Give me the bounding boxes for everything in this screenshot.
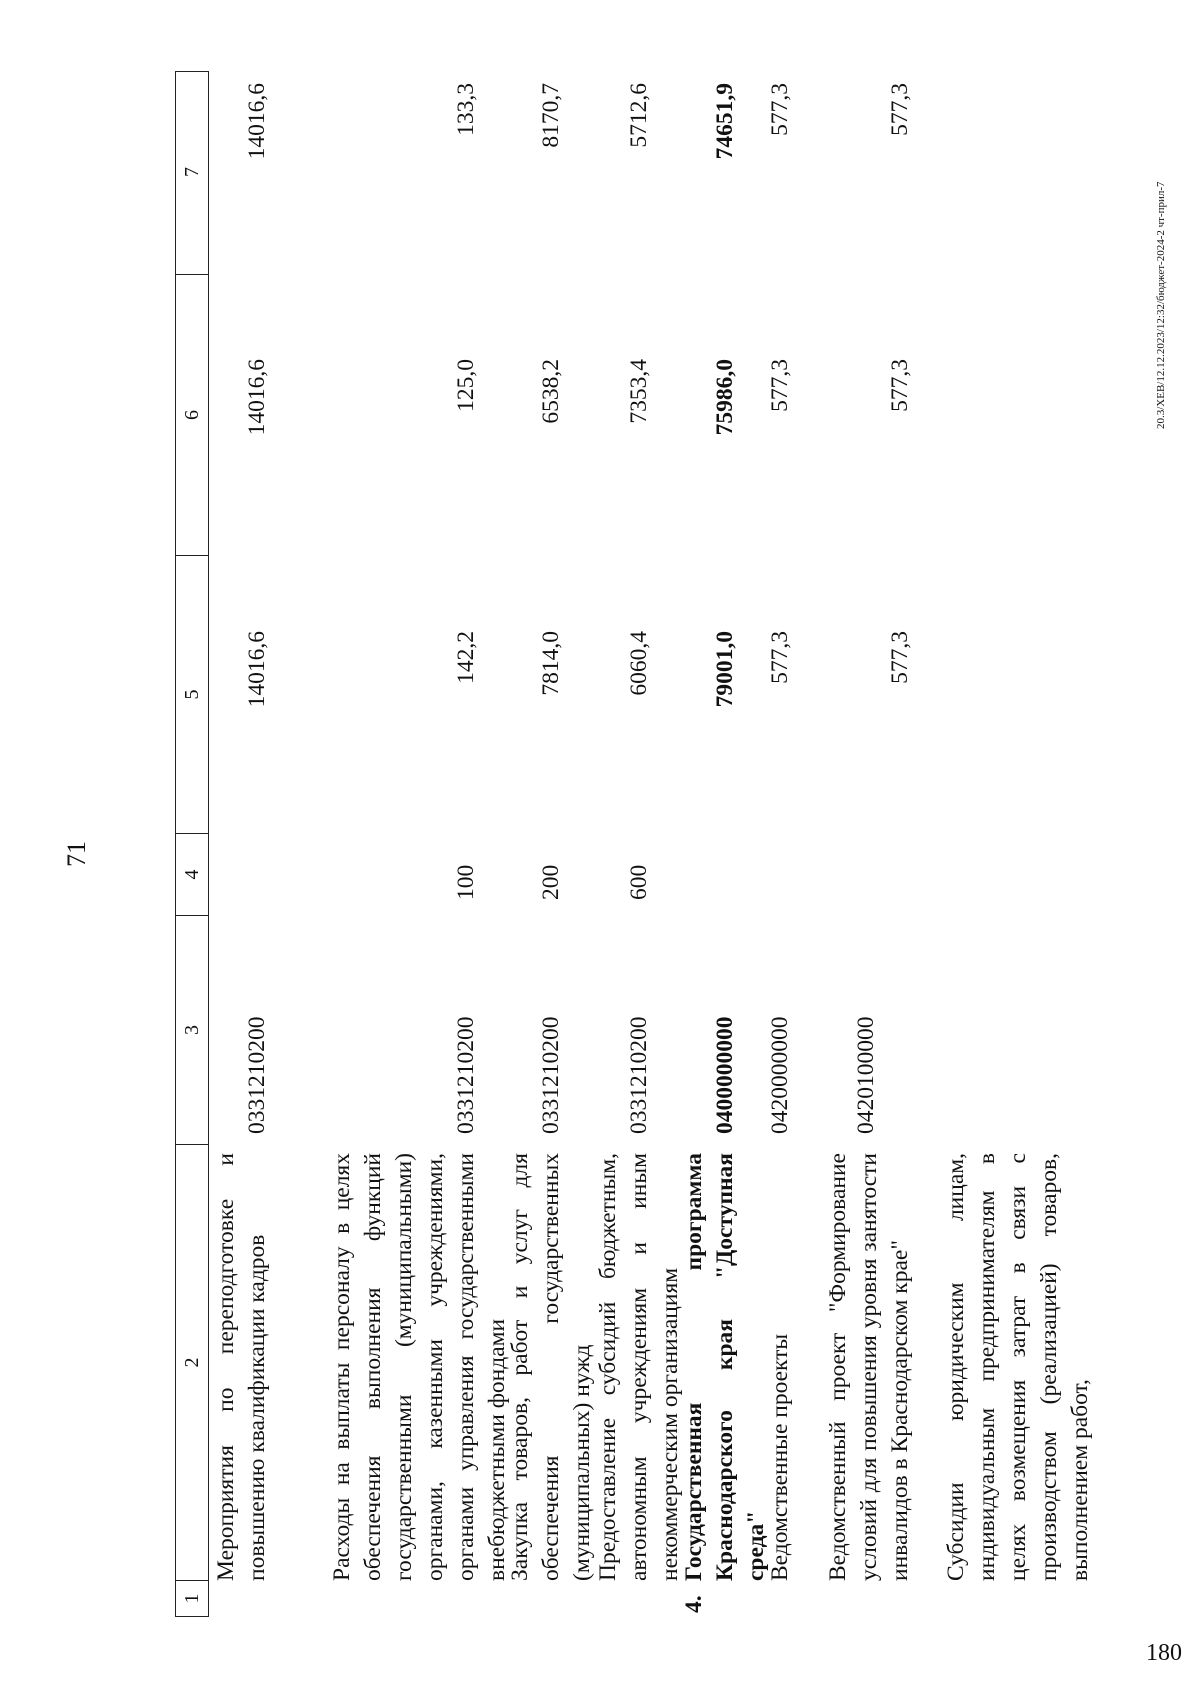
header-col-3: 3 bbox=[176, 916, 208, 1145]
row-code: 0331210200 bbox=[626, 1016, 652, 1134]
table-row bbox=[505, 71, 593, 1617]
row-value-2026: 577,3 bbox=[887, 83, 913, 136]
row-value-2026: 133,3 bbox=[453, 83, 479, 136]
row-value-2024: 14016,6 bbox=[244, 631, 270, 708]
header-col-5: 5 bbox=[176, 556, 208, 834]
row-description: Государственная программа Краснодарского края "Доступная среда" bbox=[681, 1153, 769, 1581]
row-value-2025: 6538,2 bbox=[538, 359, 564, 424]
page-number: 71 bbox=[62, 841, 91, 867]
row-value-2024: 577,3 bbox=[767, 631, 793, 684]
row-category: 100 bbox=[453, 864, 479, 900]
table-row bbox=[941, 71, 1093, 1617]
row-code: 0420000000 bbox=[767, 1016, 793, 1134]
row-value-2024: 577,3 bbox=[887, 631, 913, 684]
row-description: Предоставление субсидий бюджетным, автономным учреждениям и иным некоммерческим организациям bbox=[595, 1153, 683, 1581]
header-col-1: 1 bbox=[181, 1593, 203, 1604]
table-row bbox=[765, 71, 823, 1617]
row-value-2025: 577,3 bbox=[767, 359, 793, 412]
row-value-2024: 142,2 bbox=[453, 631, 479, 684]
table-row bbox=[593, 71, 683, 1617]
row-value-2026: 74651,9 bbox=[712, 83, 738, 160]
table-header bbox=[175, 71, 209, 1617]
sheet-number: 180 bbox=[1146, 1640, 1182, 1666]
row-description: Ведомственные проекты bbox=[767, 1333, 793, 1581]
row-value-2025: 75986,0 bbox=[712, 359, 738, 436]
row-category: 600 bbox=[626, 864, 652, 900]
row-description: Расходы на выплаты персоналу в целях обеспечения выполнения функций государственными (муниципальными) органами, казенными учреждениями, органами управления государственными внебюджетными фондами bbox=[329, 1153, 510, 1581]
row-value-2024: 7814,0 bbox=[538, 631, 564, 696]
footer-document-code: 20.3/ХЕВ/12.12.2023/12:32/бюджет-2024-2 чт-прил-7 bbox=[1155, 181, 1167, 429]
row-description: Ведомственный проект "Формирование условий для повышения уровня занятости инвалидов в Краснодарском крае" bbox=[825, 1153, 913, 1581]
table-row bbox=[823, 71, 941, 1617]
row-value-2026: 5712,6 bbox=[626, 83, 652, 148]
row-description: Субсидии юридическим лицам, индивидуальным предпринимателям в целях возмещения затрат в связи с производством (реализацией) товаров, выполнением работ, bbox=[943, 1153, 1093, 1581]
row-value-2024: 6060,4 bbox=[626, 631, 652, 696]
header-col-2: 2 bbox=[176, 1145, 208, 1581]
row-code: 0400000000 bbox=[712, 1016, 738, 1134]
row-code: 0331210200 bbox=[538, 1016, 564, 1134]
header-col-6: 6 bbox=[176, 275, 208, 556]
row-value-2025: 577,3 bbox=[887, 359, 913, 412]
row-value-2025: 7353,4 bbox=[626, 359, 652, 424]
table-row bbox=[679, 71, 769, 1617]
row-code: 0420100000 bbox=[853, 1016, 879, 1134]
row-value-2025: 14016,6 bbox=[244, 359, 270, 436]
header-col-7: 7 bbox=[176, 70, 208, 275]
table-row bbox=[209, 71, 327, 1617]
row-value-2026: 14016,6 bbox=[244, 83, 270, 160]
row-value-2025: 125,0 bbox=[453, 359, 479, 412]
table-row bbox=[327, 71, 510, 1617]
budget-table bbox=[175, 71, 1093, 1617]
row-description: Мероприятия по переподготовке и повышению квалификации кадров bbox=[213, 1153, 270, 1581]
row-description: Закупка товаров, работ и услуг для обеспечения государственных (муниципальных) нужд bbox=[507, 1153, 595, 1581]
row-category: 200 bbox=[538, 864, 564, 900]
row-value-2026: 577,3 bbox=[767, 83, 793, 136]
row-number: 4. bbox=[681, 1595, 707, 1613]
row-code: 0331210200 bbox=[453, 1016, 479, 1134]
header-col-4: 4 bbox=[176, 834, 208, 916]
row-value-2024: 79001,0 bbox=[712, 631, 738, 708]
row-code: 0331210200 bbox=[244, 1016, 270, 1134]
row-value-2026: 8170,7 bbox=[538, 83, 564, 148]
